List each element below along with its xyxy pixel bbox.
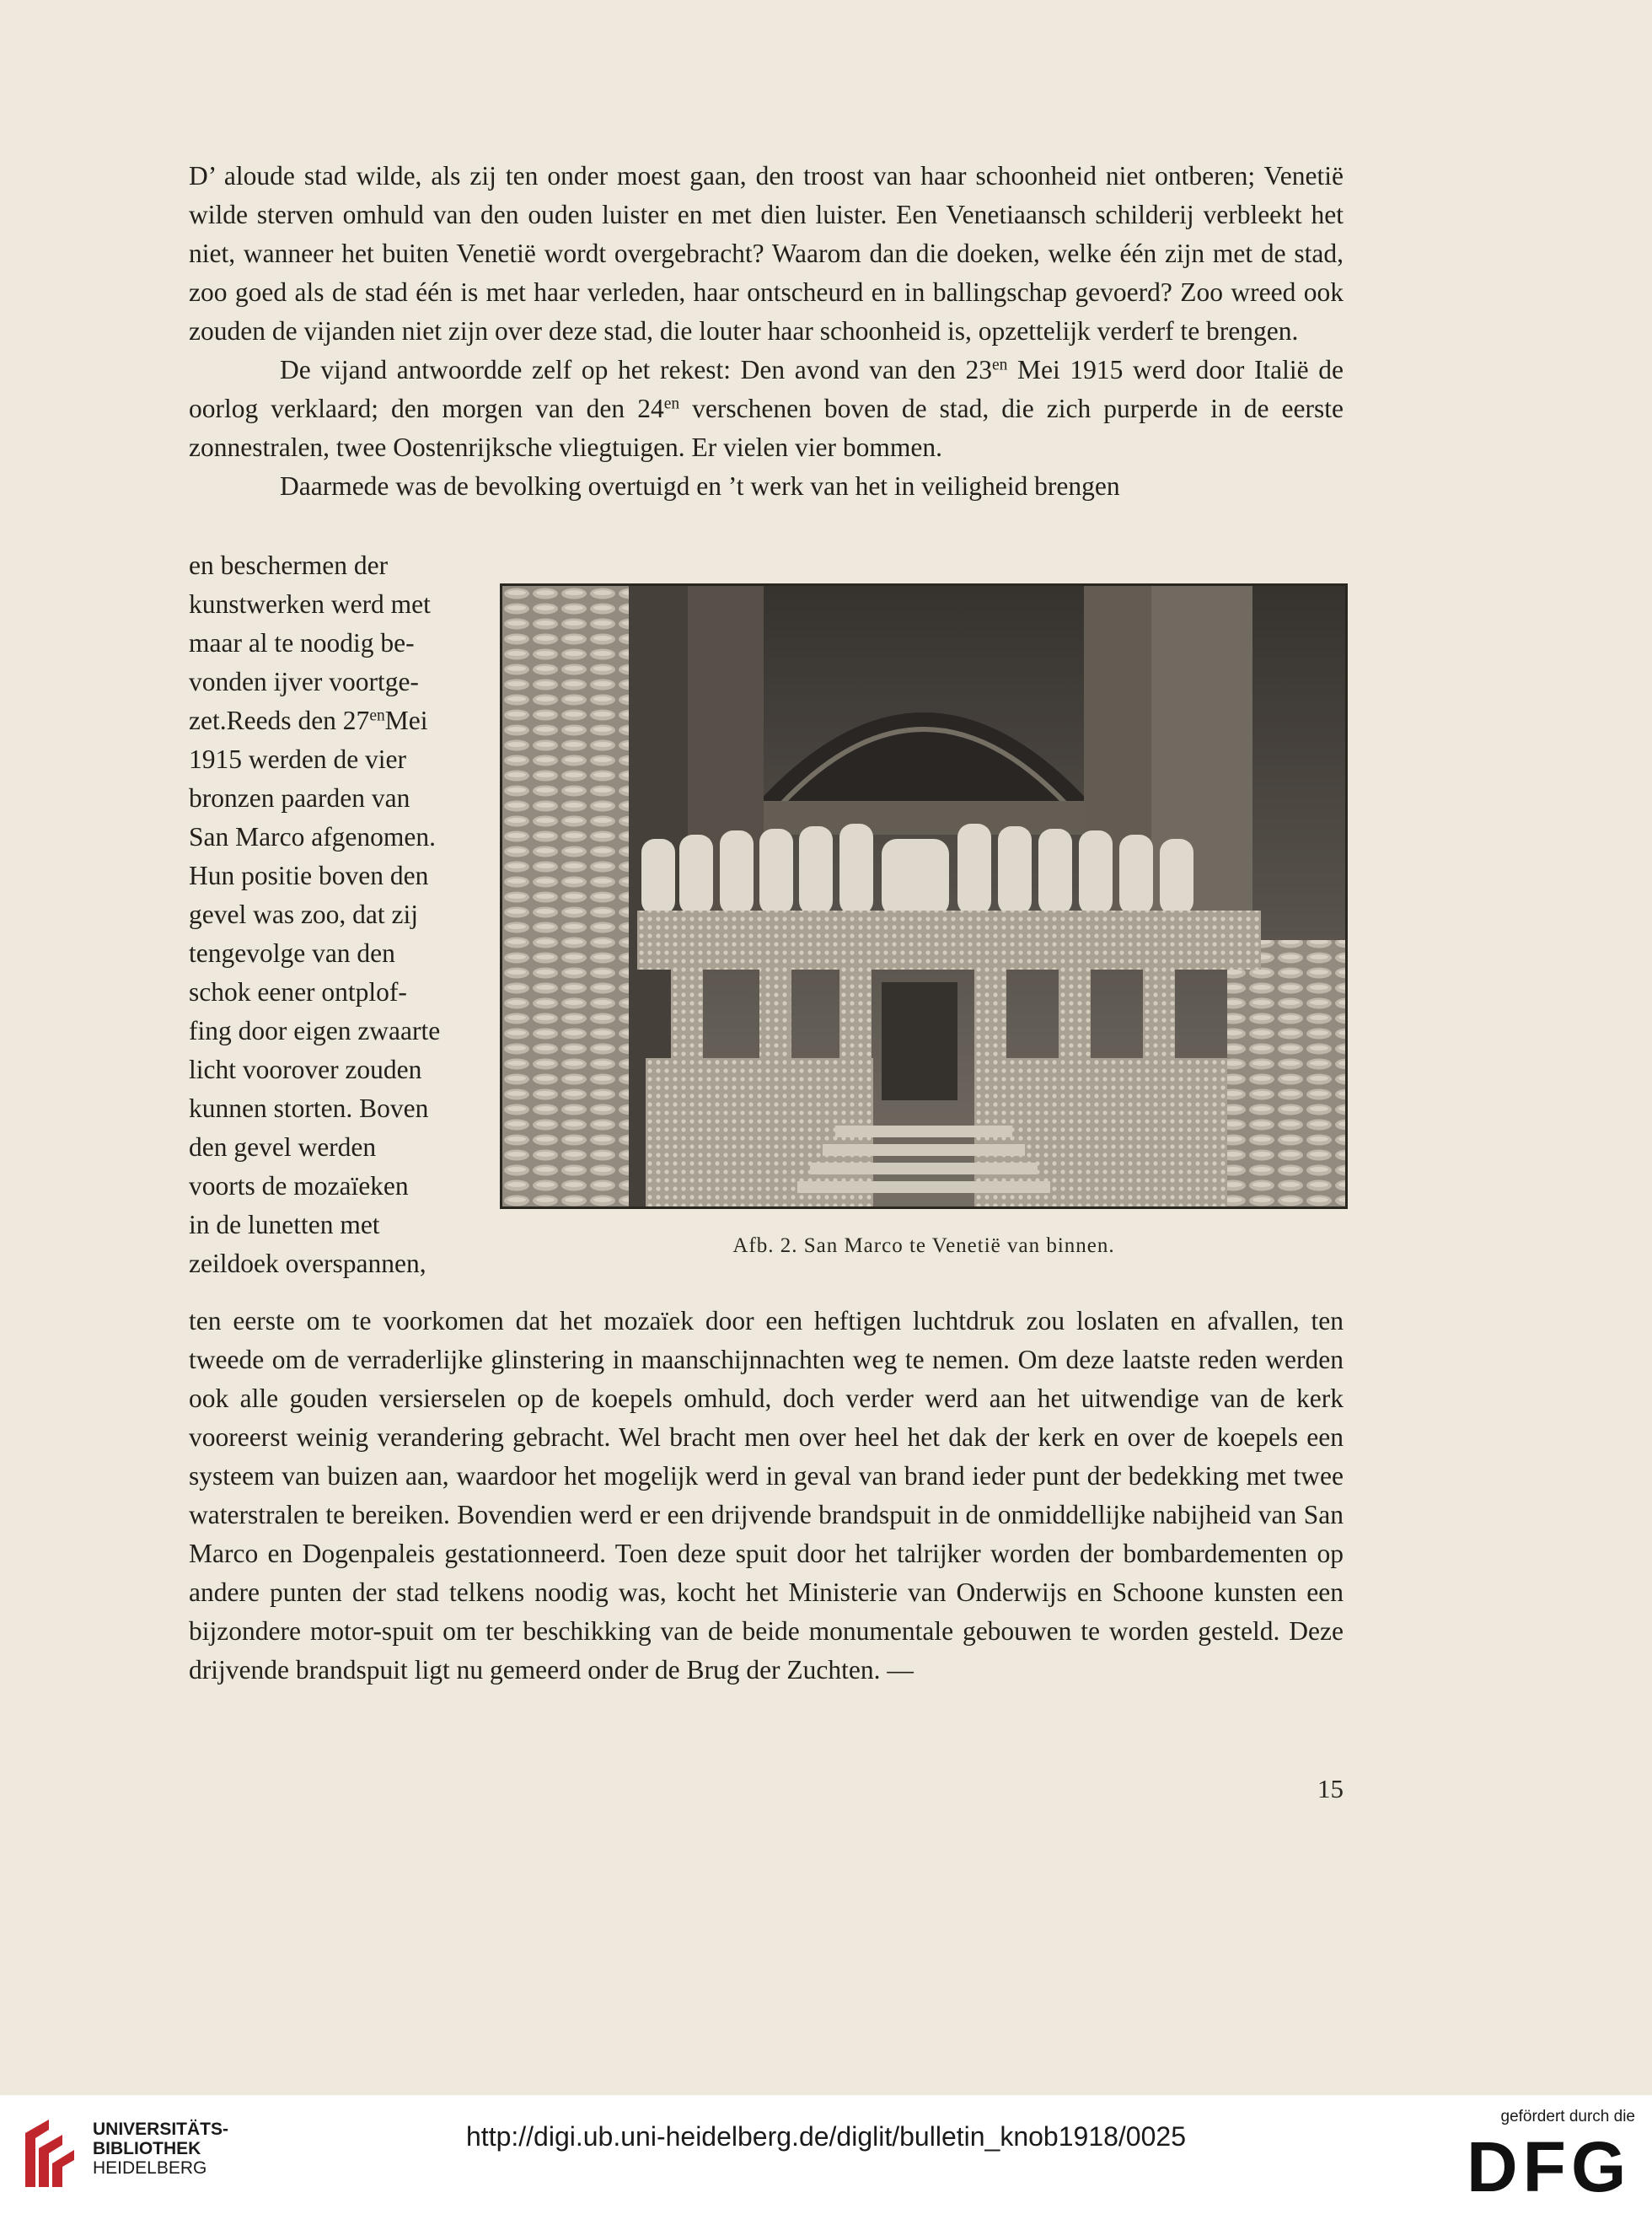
photo-illustration xyxy=(502,586,1345,1206)
column-line: gevel was zoo, dat zij xyxy=(189,900,419,929)
top-text-block xyxy=(189,157,1344,506)
column-line: 1915 werden de vier xyxy=(189,744,407,774)
column-line: kunnen storten. Boven xyxy=(189,1094,429,1123)
column-line: fing door eigen zwaarte xyxy=(189,1016,441,1045)
logo-line-2: BIBLIOTHEK xyxy=(93,2139,201,2158)
column-line: licht voorover zouden xyxy=(189,1055,422,1084)
column-line: Hun positie boven den xyxy=(189,861,429,890)
page-number: 15 xyxy=(1317,1774,1344,1803)
column-line: voorts de mozaïeken xyxy=(189,1171,409,1201)
column-line: en beschermen der xyxy=(189,551,389,580)
column-line: zeildoek overspannen, xyxy=(189,1249,426,1278)
university-library-logo-icon[interactable] xyxy=(19,2115,78,2192)
logo-line-1: UNIVERSITÄTS- xyxy=(93,2120,229,2139)
paragraph-3: Daarmede was de bevolking overtuigd en ’t werk van het in veiligheid brengen xyxy=(280,471,1120,501)
column-line: vonden ijver voortge- xyxy=(189,667,419,696)
column-line: schok eener ontplof- xyxy=(189,977,407,1007)
column-line: San Marco afgenomen. xyxy=(189,822,437,852)
logo-line-3: HEIDELBERG xyxy=(93,2158,207,2178)
dfg-logo[interactable]: DFG xyxy=(1467,2127,1632,2206)
university-library-logo-text[interactable] xyxy=(93,2120,228,2178)
paragraph-4: ten eerste om te voorkomen dat het mozaïek door een heftigen luchtdruk zou loslaten en afvallen, ten tweede om de verraderlijke glinstering in maanschijnnachten weg te nemen. Om deze laatste reden werden ook alle gouden versierselen op de koepels omhuld, doch verder werd aan het uitwendige van de kerk vooreerst weinig verandering gebracht. Wel bracht men over heel het dak der kerk en over de koepels een systeem van buizen aan, waardoor het mogelijk werd in geval van brand ieder punt der bedekking met twee waterstralen te bereiken. Bovendien werd er een drijvende brandspuit in de onmiddellijke nabijheid van San Marco en Dogenpaleis gestationneerd. Toen deze spuit door het talrijker worden der bombardementen op andere punten der stad telkens noodig was, kocht het Ministerie van Onderwijs en Schoone kunsten een bijzondere motor-spuit om ter beschikking van de beide monumentale gebouwen te worden gesteld. Deze drijvende brandspuit ligt nu gemeerd onder de Brug der Zuchten. — xyxy=(189,1306,1344,1685)
bottom-text-block xyxy=(189,1302,1344,1690)
column-line: maar al te noodig be- xyxy=(189,628,415,658)
figure-caption: Afb. 2. San Marco te Venetië van binnen. xyxy=(732,1234,1115,1257)
narrow-text-column xyxy=(189,546,464,1283)
source-url-link[interactable]: http://digi.ub.uni-heidelberg.de/diglit/bulletin_knob1918/0025 xyxy=(466,2121,1186,2152)
paragraph-1: D’ aloude stad wilde, als zij ten onder moest gaan, den troost van haar schoonheid niet ontberen; Venetië wilde sterven omhuld van den ouden luister en met dien luister. Een Venetiaansch schilderij verbleekt het niet, wanneer het buiten Venetië wordt overgebracht? Waarom dan die doeken, welke één zijn met de stad, zoo goed als de stad één is met haar verleden, haar ontscheurd en in ballingschap gevoerd? Zoo wreed ook zouden de vijanden niet zijn over deze stad, die louter haar schoonheid is, opzettelijk verderf te brengen. xyxy=(189,161,1344,346)
column-line: in de lunetten met xyxy=(189,1210,380,1239)
column-line: bronzen paarden van xyxy=(189,783,410,813)
column-line: tengevolge van den xyxy=(189,938,395,968)
column-line: zet.Reeds den $27^{en}Mei$ xyxy=(189,706,428,735)
san-marco-photo xyxy=(500,583,1348,1209)
column-line: den gevel werden xyxy=(189,1132,377,1162)
paragraph-2: De vijand antwoordde zelf op het rekest: Den avond van den $23^{en}$ Mei 1915 werd door Italië de oorlog verklaard; den morgen van den $24^{en}$ verschenen boven de stad, die zich purperde in de eerste zonnestralen, twee Oostenrijksche vliegtuigen. Er vielen vier bommen. xyxy=(189,355,1344,462)
column-line: kunstwerken werd met xyxy=(189,589,431,619)
footer-bar xyxy=(0,2095,1652,2214)
funding-label: gefördert durch die xyxy=(1500,2108,1635,2125)
